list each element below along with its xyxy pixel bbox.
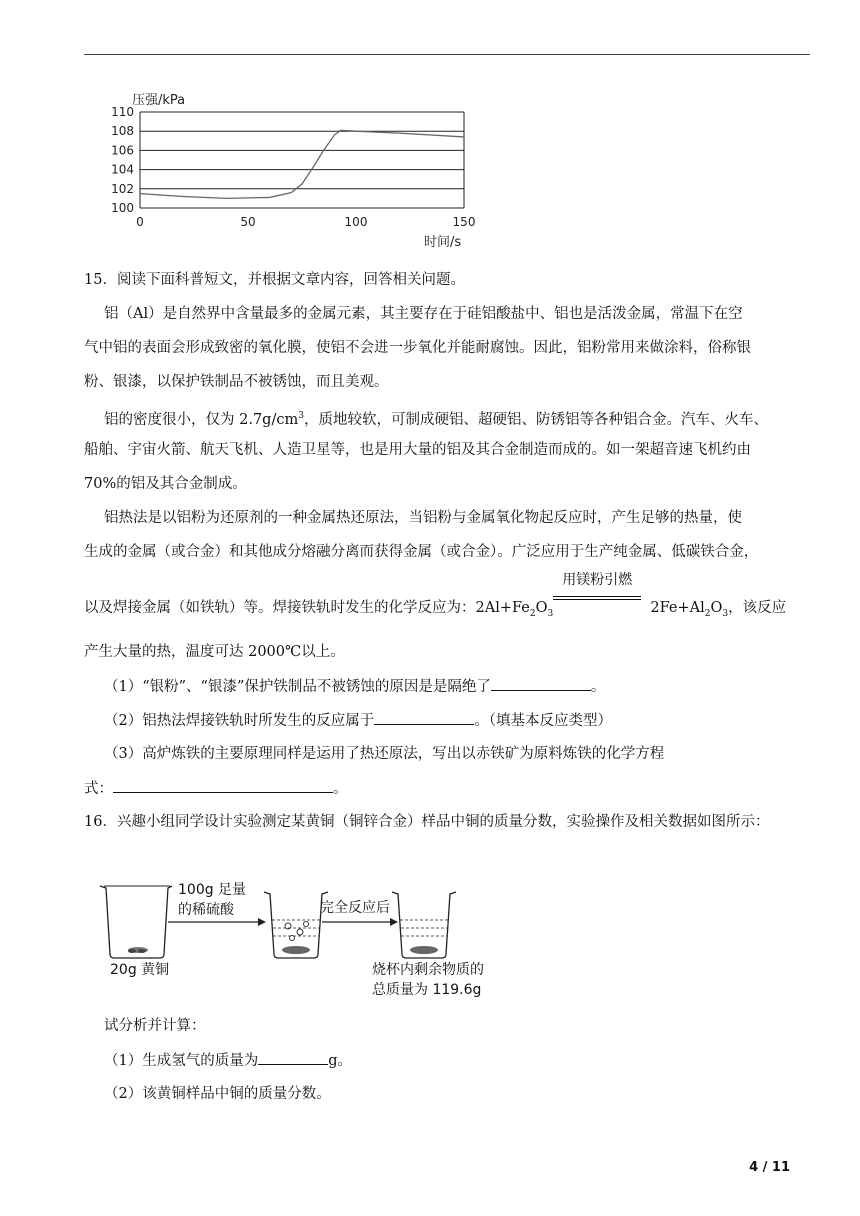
q15-p2-line3: 70%的铝及其合金制成。	[84, 476, 247, 492]
q15-sub1-end: 。	[590, 679, 606, 695]
y-tick-label: 108	[111, 124, 134, 139]
equation-rhs-o: O	[710, 600, 723, 616]
pressure-series-line	[140, 130, 464, 198]
acid-label-line1: 100g 足量	[178, 882, 247, 898]
density-text-cont: ，质地较软，可制成硬铝、超硬铝、防锈铝等各种铝合金。汽车、火车、	[303, 411, 768, 428]
subscript: 2	[529, 608, 536, 619]
result-label-line1: 烧杯内剩余物质的	[372, 962, 484, 978]
y-axis-label: 压强/kPa	[132, 93, 186, 108]
q15-p2-line1	[104, 406, 768, 430]
x-tick-label: 0	[136, 215, 144, 229]
arrow-head-1	[258, 918, 266, 926]
x-axis-label: 时间/s	[424, 235, 462, 250]
q15-sub3-text: 式：	[84, 781, 113, 797]
header-rule	[84, 54, 810, 55]
x-tick-label: 100	[344, 215, 368, 229]
experiment-diagram	[96, 874, 516, 1004]
q16-sub1-end: g。	[328, 1053, 353, 1069]
q16-sub2: （2）该黄铜样品中铜的质量分数。	[104, 1086, 331, 1102]
equation-rhs: 2Fe+Al	[650, 600, 705, 616]
x-tick-label: 150	[452, 215, 476, 229]
q15-sub3: （3）高炉炼铁的主要原理同样是运用了热还原法，写出以赤铁矿为原料炼铁的化学方程	[104, 746, 665, 762]
answer-blank[interactable]	[258, 1050, 328, 1065]
q15-sub1-text: （1）“银粉”、“银漆”保护铁制品不被锈蚀的原因是是隔绝了	[104, 679, 491, 695]
q16-sub1	[104, 1050, 352, 1071]
q15-p3-line3	[84, 572, 787, 624]
page-number: 4 / 11	[749, 1160, 790, 1175]
y-tick-label: 106	[111, 143, 134, 158]
q16-sub1-text: （1）生成氢气的质量为	[104, 1053, 259, 1069]
equation-condition: 用镁粉引燃	[562, 572, 633, 588]
y-tick-label: 100	[111, 201, 134, 215]
q15-p3-line2: 生成的金属（或合金）和其他成分熔融分离而获得金属（或合金）。广泛应用于生产纯金属、低碳铁合金，	[84, 544, 759, 560]
answer-blank[interactable]	[491, 676, 591, 691]
q16-intro: 试分析并计算：	[104, 1018, 206, 1034]
beaker-1	[100, 886, 172, 958]
answer-blank[interactable]	[374, 710, 474, 725]
answer-blank[interactable]	[113, 778, 333, 793]
q15-p1-line1: 铝（Al）是自然界中含量最多的金属元素，其主要存在于硅铝酸盐中、铝也是活泼金属，常温下在空	[104, 306, 743, 322]
q15-p2-line2: 船舶、宇宙火箭、航天飞机、人造卫星等，也是用大量的铝及其合金制造而成的。如一架超音速飞机约由	[84, 442, 751, 458]
equation-tail: ，该反应	[728, 600, 787, 616]
y-tick-label: 104	[111, 162, 134, 177]
q15-sub3-end: 。	[333, 781, 348, 797]
result-label-line2: 总质量为 119.6g	[372, 982, 482, 998]
subscript: 2	[704, 608, 711, 619]
beaker-2	[264, 892, 328, 958]
equation-lhs-o: O	[535, 600, 548, 616]
reaction-label: 完全反应后	[320, 900, 390, 916]
q16-title: 16．兴趣小组同学设计实验测定某黄铜（铜锌合金）样品中铜的质量分数，实验操作及相关数据如图所示：	[84, 814, 770, 830]
arrow-head-2	[390, 918, 398, 926]
subscript: 3	[547, 608, 554, 619]
x-tick-label: 50	[240, 215, 256, 229]
beaker-3	[392, 892, 456, 958]
q15-p1-line3: 粉、银漆，以保护铁制品不被锈蚀，而且美观。	[84, 374, 389, 390]
y-tick-label: 110	[111, 105, 134, 119]
x-tick-labels	[136, 215, 475, 229]
equation-condition-arrow	[553, 572, 641, 612]
q15-sub2-text: （2）铝热法焊接铁轨时所发生的反应属于	[104, 713, 375, 729]
q15-p3-line1: 铝热法是以铝粉为还原剂的一种金属热还原法，当铝粉与金属氧化物起反应时，产生足够的热量，使	[104, 510, 742, 526]
density-text: 铝的密度很小，仅为 2.7g/cm	[104, 411, 299, 428]
chart-grid	[140, 112, 464, 208]
y-tick-label: 102	[111, 181, 134, 196]
sample-label: 20g 黄铜	[110, 962, 170, 978]
q15-p1-line2: 气中铝的表面会形成致密的氧化膜，使铝不会进一步氧化并能耐腐蚀。因此，铝粉常用来做涂料，俗称银	[84, 340, 751, 356]
subscript: 3	[722, 608, 729, 619]
equation-lhs: 以及焊接金属（如铁轨）等。焊接铁轨时发生的化学反应为：2Al+Fe	[84, 600, 530, 616]
q15-p3-line4: 产生大量的热，温度可达 2000℃以上。	[84, 644, 345, 660]
acid-label-line2: 的稀硫酸	[178, 902, 234, 918]
q15-sub3-line2	[84, 778, 348, 799]
y-tick-labels	[111, 105, 134, 215]
q15-sub2	[104, 710, 612, 731]
q15-sub1	[104, 676, 605, 697]
density-unit-superscript: 3	[298, 411, 304, 421]
q15-title: 15．阅读下面科普短文，并根据文章内容，回答相关问题。	[84, 272, 465, 288]
pressure-time-chart	[98, 86, 478, 254]
q15-sub2-end: 。（填基本反应类型）	[474, 713, 612, 729]
